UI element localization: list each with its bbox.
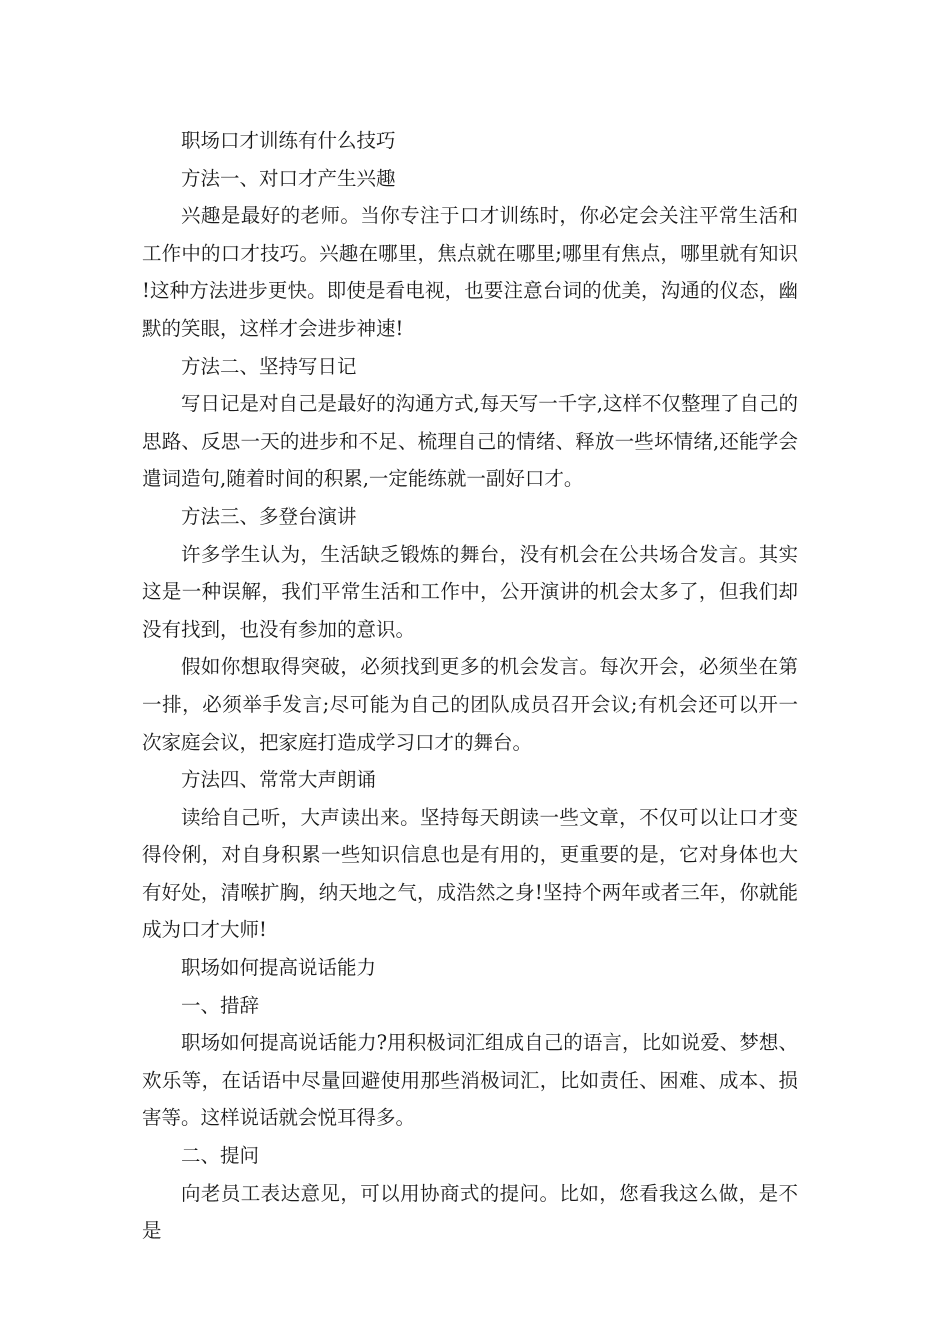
section-heading: 方法一、对口才产生兴趣 bbox=[181, 166, 396, 190]
article-subtitle: 职场如何提高说话能力 bbox=[181, 956, 377, 980]
section-heading: 方法四、常常大声朗诵 bbox=[181, 768, 377, 792]
section-heading: 一、措辞 bbox=[181, 993, 260, 1017]
body-paragraph: 写日记是对自己是最好的沟通方式,每天写一千字,这样不仅整理了自己的思路、反思一天的进步和不足、梳理自己的情绪、释放一些坏情绪,还能学会遣词造句,随着时间的积累,一定能练就一副好口才。 bbox=[142, 392, 798, 491]
body-paragraph: 职场如何提高说话能力?用积极词汇组成自己的语言，比如说爱、梦想、欢乐等，在话语中尽量回避使用那些消极词汇，比如责任、困难、成本、损害等。这样说话就会悦耳得多。 bbox=[142, 1031, 798, 1130]
body-paragraph: 兴趣是最好的老师。当你专注于口才训练时，你必定会关注平常生活和工作中的口才技巧。兴趣在哪里，焦点就在哪里;哪里有焦点，哪里就有知识!这种方法进步更快。即使是看电视，也要注意台词的优美，沟通的仪态，幽默的笑眼，这样才会进步神速! bbox=[142, 204, 798, 340]
article-title: 职场口才训练有什么技巧 bbox=[181, 129, 396, 152]
body-paragraph: 许多学生认为，生活缺乏锻炼的舞台，没有机会在公共场合发言。其实这是一种误解，我们平常生活和工作中，公开演讲的机会太多了，但我们却没有找到，也没有参加的意识。 bbox=[142, 542, 798, 641]
document-body bbox=[142, 122, 798, 1250]
body-paragraph: 假如你想取得突破，必须找到更多的机会发言。每次开会，必须坐在第一排，必须举手发言;尽可能为自己的团队成员召开会议;有机会还可以开一次家庭会议，把家庭打造成学习口才的舞台。 bbox=[142, 655, 798, 754]
section-heading: 二、提问 bbox=[181, 1144, 260, 1168]
section-heading: 方法二、坚持写日记 bbox=[181, 354, 357, 378]
body-paragraph: 向老员工表达意见，可以用协商式的提问。比如，您看我这么做，是不是 bbox=[142, 1181, 798, 1243]
body-paragraph: 读给自己听，大声读出来。坚持每天朗读一些文章，不仅可以让口才变得伶俐，对自身积累一些知识信息也是有用的，更重要的是，它对身体也大有好处，清喉扩胸，纳天地之气，成浩然之身!坚持个两年或者三年，你就能成为口才大师! bbox=[142, 805, 798, 942]
section-heading: 方法三、多登台演讲 bbox=[181, 504, 357, 528]
